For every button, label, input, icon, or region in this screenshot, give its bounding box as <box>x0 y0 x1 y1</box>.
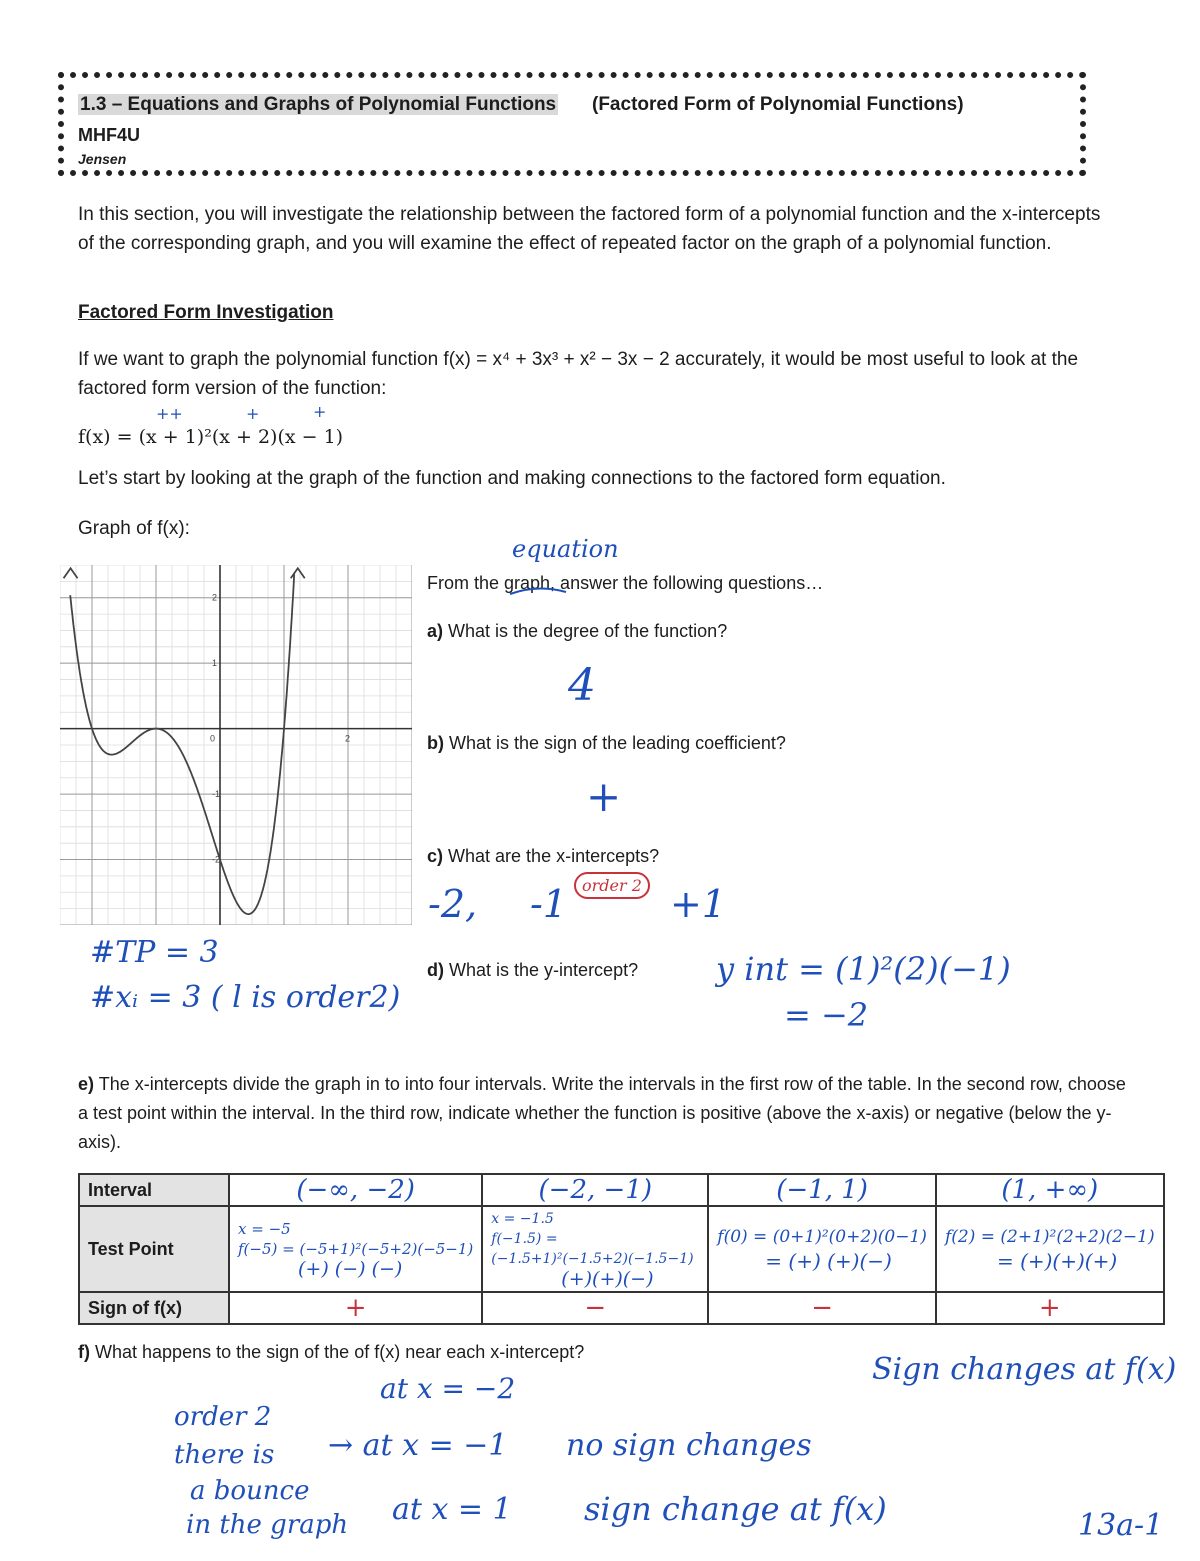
test-point-cell <box>936 1206 1164 1292</box>
table-row-interval <box>79 1174 1164 1206</box>
answer-a: 4 <box>568 660 596 711</box>
sign-table <box>78 1173 1165 1325</box>
factor-sign-2: + <box>246 404 260 423</box>
polynomial-curve <box>70 574 294 914</box>
f-note-result-1: Sign changes at f(x) <box>872 1352 1177 1387</box>
row-label-sign: Sign of f(x) <box>79 1292 229 1324</box>
interval-cell: (−1, 1) <box>708 1174 936 1206</box>
answer-c-1: -2, <box>428 882 478 926</box>
question-f: f) What happens to the sign of the of f(x) near each x-intercept? <box>78 1342 585 1362</box>
tick-label-x: 2 <box>345 733 351 744</box>
answer-c-3: +1 <box>670 882 727 926</box>
equation-correction: equation <box>512 535 619 563</box>
course-code: MHF4U <box>78 125 140 145</box>
intro-paragraph: In this section, you will investigate the relationship between the factored form of a polynomial function and the x-intercepts of the corresponding graph, and you will examine the effect of repeated factor on the graph of a polynomial function. <box>78 204 1101 254</box>
x-intercepts-count-note: #xᵢ = 3 ( l is order2) <box>90 980 401 1015</box>
graph-grid <box>60 565 412 925</box>
f-note-at-3: at x = 1 <box>392 1492 512 1527</box>
worksheet-subtitle: (Factored Form of Polynomial Functions) <box>592 94 964 115</box>
tick-label-y: 1 <box>212 658 218 669</box>
tick-label-x: 0 <box>210 733 216 744</box>
f-note-result-2: no sign changes <box>566 1428 812 1463</box>
tick-label-y: -2 <box>212 854 221 865</box>
question-e: e) The x-intercepts divide the graph in to into four intervals. Write the intervals in the first row of the table. In the second row, choose a test point within the interval. In the third row, indicate whether the function is positive (above the x-axis) or negative (below the y-axis). <box>78 1074 1126 1152</box>
curve-arrow-left <box>64 568 78 578</box>
answer-d-2: = −2 <box>784 996 869 1034</box>
test-point-signs: (+) (−) (−) <box>298 1258 403 1280</box>
question-c: c) What are the x-intercepts? <box>427 846 660 866</box>
test-point-signs: = (+)(+)(+) <box>996 1249 1118 1273</box>
f-note-result-3: sign change at f(x) <box>584 1490 887 1528</box>
test-point-cell <box>229 1206 482 1292</box>
table-row-sign <box>79 1292 1164 1324</box>
f-note-at-1: at x = −2 <box>380 1372 516 1405</box>
curve-arrow-right <box>291 568 305 578</box>
side-note-graph: in the graph <box>186 1510 349 1540</box>
test-point-cell <box>482 1206 708 1292</box>
answer-b: + <box>586 772 622 821</box>
factor-sign-1: ++ <box>156 404 183 423</box>
page-code: 13a-1 <box>1078 1508 1164 1543</box>
test-point-x: x = −5 <box>238 1220 291 1238</box>
test-point-eval: f(−1.5) = (−1.5+1)²(−1.5+2)(−1.5−1) <box>491 1231 694 1267</box>
answer-d-1: y int = (1)²(2)(−1) <box>716 950 1011 988</box>
test-point-x: x = −1.5 <box>491 1211 554 1227</box>
test-point-eval: f(0) = (0+1)²(0+2)(0−1) <box>717 1227 927 1247</box>
interval-cell: (−2, −1) <box>482 1174 708 1206</box>
test-point-signs: = (+) (+)(−) <box>765 1249 892 1273</box>
test-point-signs: (+)(+)(−) <box>561 1268 654 1290</box>
teacher-name: Jensen <box>78 151 127 167</box>
tick-label-y: -1 <box>212 789 221 800</box>
test-point-eval: f(−5) = (−5+1)²(−5+2)(−5−1) <box>238 1240 474 1258</box>
sign-cell: − <box>708 1292 936 1324</box>
section-heading: Factored Form Investigation <box>78 302 334 323</box>
header-box <box>58 72 1086 176</box>
sign-cell: + <box>229 1292 482 1324</box>
side-note-bounce: a bounce <box>190 1476 310 1506</box>
graph-label: Graph of f(x): <box>78 518 190 539</box>
question-d: d) What is the y-intercept? <box>427 960 639 980</box>
row-label-test-point: Test Point <box>79 1206 229 1292</box>
test-point-eval: f(2) = (2+1)²(2+2)(2−1) <box>944 1227 1155 1247</box>
sign-cell: − <box>482 1292 708 1324</box>
factored-form: f(x) = (x + 1)²(x + 2)(x − 1) <box>78 426 344 448</box>
interval-cell: (−∞, −2) <box>229 1174 482 1206</box>
lets-start-text: Let’s start by looking at the graph of the function and making connections to the factored form equation. <box>78 468 946 489</box>
row-label-interval: Interval <box>79 1174 229 1206</box>
sign-cell: + <box>936 1292 1164 1324</box>
factor-sign-3: + <box>313 402 327 421</box>
question-a: a) What is the degree of the function? <box>427 621 728 641</box>
table-row-test-point <box>79 1206 1164 1292</box>
f-note-at-2: → at x = −1 <box>328 1428 508 1463</box>
graph-curve <box>64 568 305 914</box>
side-note-there-is: there is <box>174 1440 275 1470</box>
answer-c-order-note: order 2 <box>574 872 650 899</box>
graph-strikeout <box>508 582 568 598</box>
answer-c-2: -1 <box>530 882 568 926</box>
graph-instruction: If we want to graph the polynomial function f(x) = x⁴ + 3x³ + x² − 3x − 2 accurately, it would be most useful to look at the factored form version of the function: <box>78 349 1079 399</box>
turning-points-note: #TP = 3 <box>90 935 219 970</box>
side-note-order: order 2 <box>174 1402 272 1432</box>
worksheet-title: 1.3 – Equations and Graphs of Polynomial Functions <box>80 94 557 115</box>
interval-cell: (1, +∞) <box>936 1174 1164 1206</box>
tick-label-y: 2 <box>212 592 218 603</box>
question-b: b) What is the sign of the leading coefficient? <box>427 733 786 753</box>
polynomial-graph <box>60 565 412 925</box>
questions-intro: From the graph, answer the following questions… <box>427 573 824 593</box>
test-point-cell <box>708 1206 936 1292</box>
